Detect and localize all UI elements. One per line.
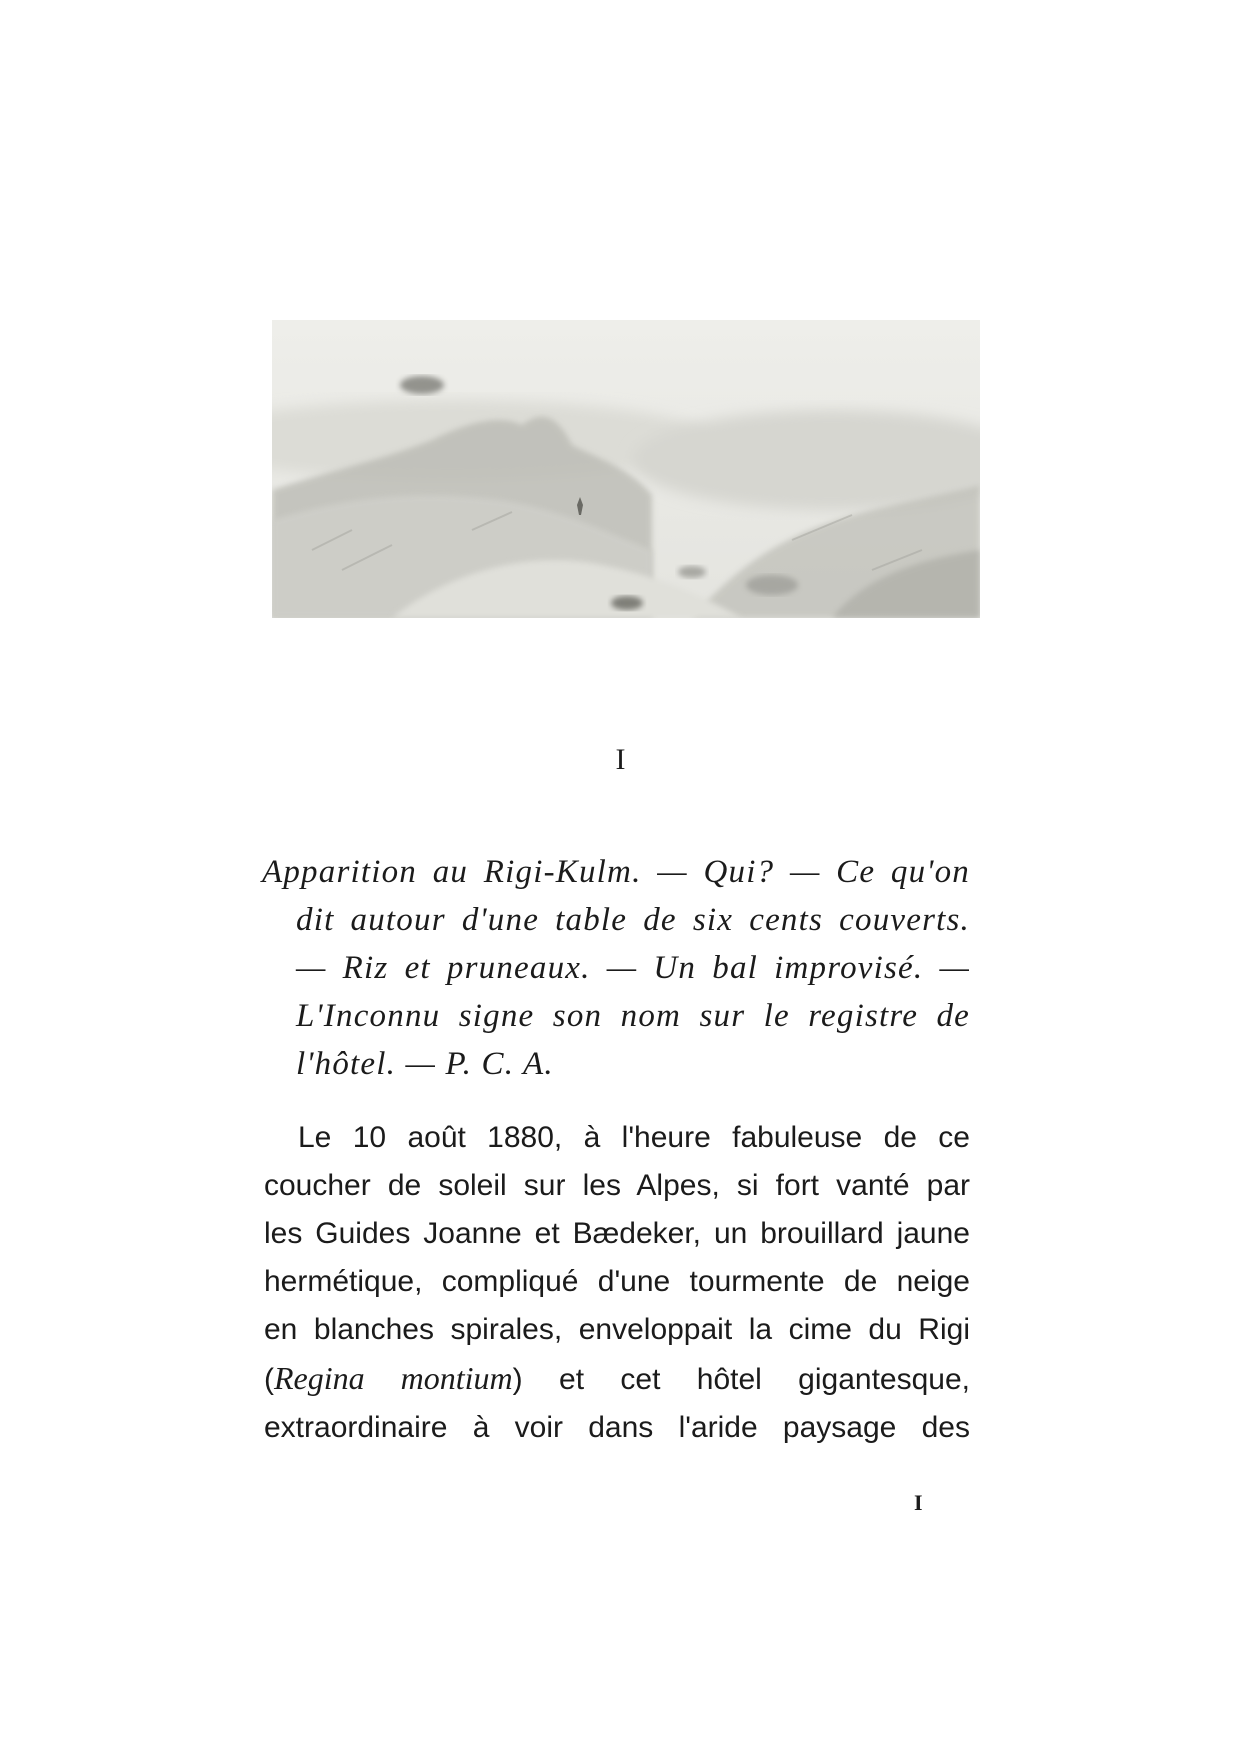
signature-mark: I: [914, 1490, 923, 1515]
chapter-illustration: [272, 320, 980, 618]
body-line-with-italic: [264, 1354, 970, 1404]
summary-line: dit autour d'une table de six cents couverts.: [296, 902, 970, 938]
body-line: les Guides Joanne et Bædeker, un brouillard jaune: [264, 1217, 970, 1250]
summary-line: L'Inconnu signe son nom sur le registre de: [296, 998, 970, 1034]
body-line: hermétique, compliqué d'une tourmente de neige: [264, 1265, 970, 1298]
body-line: en blanches spirales, enveloppait la cime du Rigi: [264, 1313, 970, 1346]
body-paragraph: [264, 1114, 970, 1452]
paren-open: (: [264, 1363, 274, 1396]
body-line-rest: et cet hôtel gigantesque,: [559, 1363, 970, 1396]
chapter-summary: [262, 848, 970, 1088]
chapter-number: I: [615, 743, 626, 776]
summary-line: Apparition au Rigi-Kulm. — Qui? — Ce qu'on: [262, 854, 970, 890]
paren-close: ): [512, 1363, 523, 1396]
body-line: coucher de soleil sur les Alpes, si fort vanté par: [264, 1169, 970, 1202]
summary-line: — Riz et pruneaux. — Un bal improvisé. —: [296, 950, 970, 986]
misty-mountain-landscape-icon: [272, 320, 980, 618]
body-line: Le 10 août 1880, à l'heure fabuleuse de ce: [298, 1121, 970, 1154]
body-line: extraordinaire à voir dans l'aride paysage des: [264, 1411, 970, 1444]
latin-phrase: Regina montium: [274, 1360, 513, 1396]
summary-line: l'hôtel. — P. C. A.: [296, 1046, 554, 1082]
